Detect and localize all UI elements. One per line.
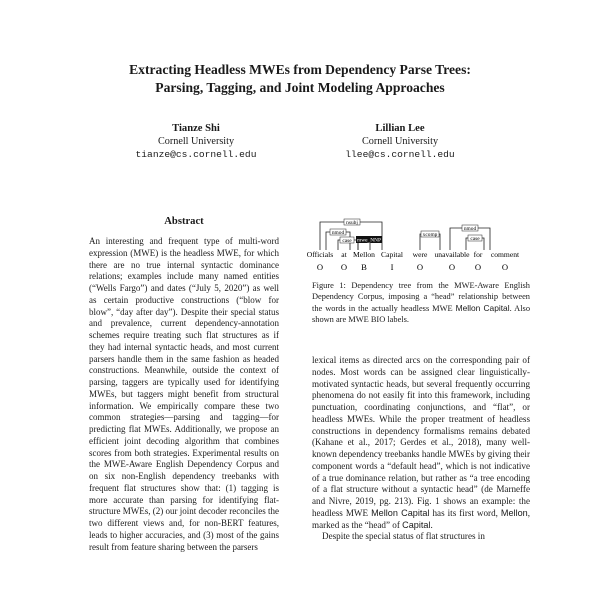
body-word: Capital	[402, 519, 431, 530]
body-text-span: , marked as the “head” of	[312, 507, 530, 530]
body-mwe: Mellon Capital	[371, 507, 430, 518]
figure-caption	[312, 281, 530, 326]
author-affiliation: Cornell University	[361, 136, 439, 147]
bio-tag: O	[316, 262, 324, 272]
body-text	[312, 355, 530, 543]
author-name: Tianze Shi	[172, 123, 220, 134]
bio-tag: O	[416, 262, 424, 272]
author-email: llee@cs.cornell.edu	[345, 149, 455, 160]
figure-word: Capital	[381, 250, 403, 259]
dependency-tree-figure	[300, 210, 540, 278]
figure-word: Officials	[306, 250, 334, 259]
arc-label-case: case	[342, 238, 352, 244]
author-block-2	[300, 122, 500, 161]
figure-word: were	[412, 250, 428, 259]
bio-tag: O	[340, 262, 348, 272]
body-paragraph-1	[312, 355, 530, 531]
figure-word: unavailable	[434, 250, 470, 259]
figure-word: comment	[490, 250, 520, 259]
body-text-span: .	[430, 519, 433, 530]
body-word: Mellon	[500, 507, 528, 518]
arc-label-xcomp: xcomp	[422, 232, 438, 238]
body-paragraph-2: Despite the special status of flat structures in	[322, 531, 485, 542]
body-text-span: lexical items as directed arcs on the corresponding pair of nodes. Most words can be assigned clear linguistically-motivated syntactic heads, but several frequently occurring phenomena do not easily fit into this framework, including punctuation, coordinating conjunctions, and “flat”, or headless MWEs. While the proper treatment of headless constructions in dependency formalisms remains debated (Kahane et al., 2017; Gerdes et al., 2018), many well-known dependency treebanks handle MWEs by giving their component words a “default head”, which is not indicative of a true dominance relation, but rather as “a tree encoding of a flat structure without a syntactic head” (de Marneffe and Nivre, 2019, pg. 213). Fig. 1 shows an example: the headless MWE	[312, 355, 530, 518]
caption-text: Figure 1: Dependency tree from the MWE-Aware English Dependency Corpus, imposing a “head” relationship between the words in the actually headless MWE	[312, 281, 530, 313]
arc-label-nsubj: nsubj	[346, 220, 358, 226]
arc-label-nmod-2: nmod	[463, 226, 477, 232]
paper-title	[0, 61, 600, 97]
figure-word: at	[341, 250, 347, 259]
abstract-heading: Abstract	[164, 216, 204, 227]
paper-title-line-1: Extracting Headless MWEs from Dependency Parse Trees:	[129, 62, 471, 77]
figure-word: for	[473, 250, 483, 259]
arc-label-case-2: case	[470, 236, 480, 242]
caption-mwe: Mellon Capital	[455, 302, 510, 313]
bio-tag: O	[474, 262, 482, 272]
caption-suffix: . Also shown are MWE BIO labels.	[312, 303, 531, 324]
body-text-span: has its first word,	[429, 507, 501, 518]
bio-tag: I	[390, 262, 394, 272]
author-email: tianze@cs.cornell.edu	[135, 149, 257, 160]
paper-title-line-2: Parsing, Tagging, and Joint Modeling Approaches	[155, 80, 445, 95]
bio-tag: B	[361, 262, 367, 272]
arc-label-mwe: mwe_NNP	[357, 237, 381, 244]
figure-word: Mellon	[353, 250, 375, 259]
arc-label-nmod: nmod	[331, 230, 345, 236]
author-name: Lillian Lee	[375, 123, 425, 134]
abstract-text: An interesting and frequent type of multi-word expression (MWE) is the headless MWE, for which there are no true internal syntactic dominance relations; examples include many named entities (“Wells Fargo”) and dates (“July 5, 2020”) as well as certain productive constructions (“blow for blow”, “day after day”). Despite their special status and prevalence, current dependency-annotation schemes require treating such flat structures as if they had internal syntactic heads, and most current parsers handle them in the same fashion as headed constructions. Meanwhile, outside the context of parsing, taggers are typically used for identifying MWEs, but taggers might benefit from structural information. We empirically compare these two common strategies—parsing and tagging—for predicting flat MWEs. Additionally, we propose an efficient joint decoding algorithm that combines scores from both strategies. Experimental results on the MWE-Aware English Dependency Corpus and on six non-English dependency treebanks with frequent flat structures show that: (1) tagging is more accurate than parsing for identifying flat-structure MWEs, (2) our joint decoder reconciles the two different views and, for non-BERT features, leads to higher accuracies, and (3) most of the gains result from feature sharing between the parsers	[89, 236, 279, 552]
bio-tag: O	[448, 262, 456, 272]
author-affiliation: Cornell University	[157, 136, 235, 147]
bio-tag: O	[501, 262, 509, 272]
author-block-1	[96, 122, 296, 161]
